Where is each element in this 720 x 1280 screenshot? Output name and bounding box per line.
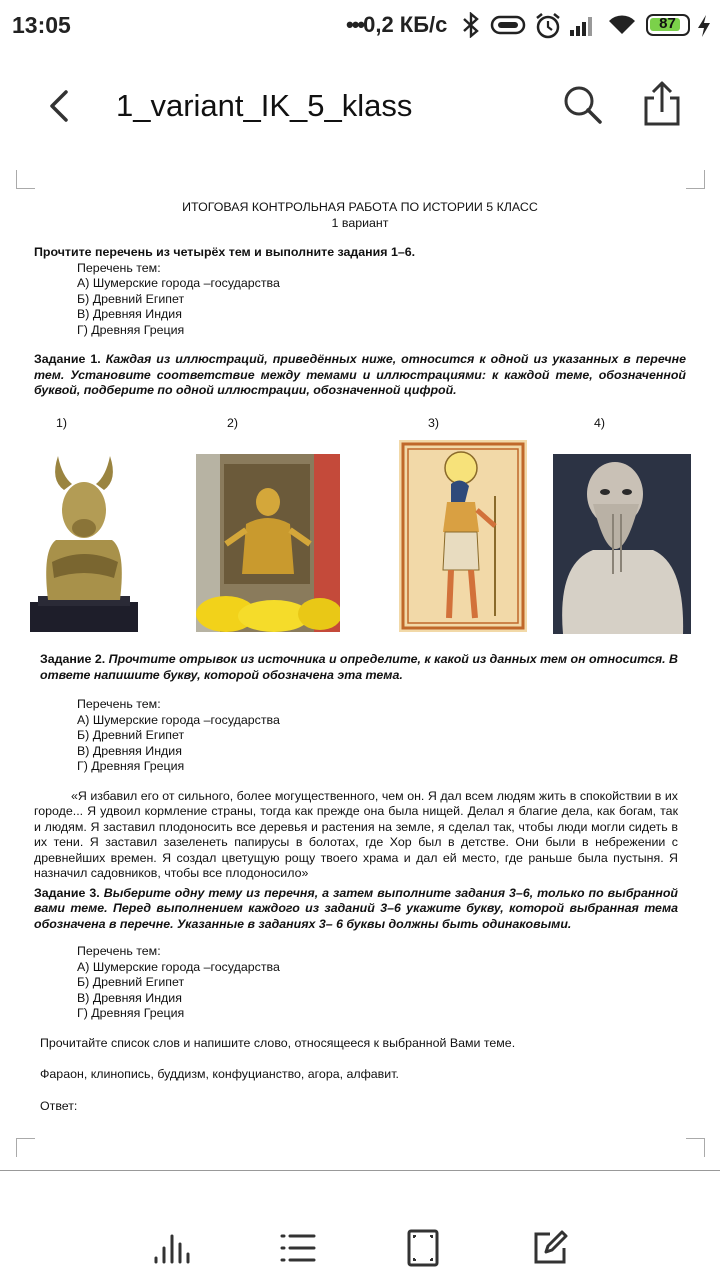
task2 bbox=[40, 652, 678, 683]
topic-item: В) Древняя Индия bbox=[77, 990, 182, 1005]
task3 bbox=[34, 886, 678, 933]
task3-label: Задание 3. bbox=[34, 885, 100, 900]
back-button[interactable] bbox=[40, 86, 80, 126]
topic-item: Г) Древняя Греция bbox=[77, 759, 185, 773]
document-page[interactable] bbox=[0, 160, 720, 1160]
golden-buddha-image bbox=[196, 454, 340, 632]
source-quote: «Я избавил его от сильного, более могущественного, чем он. Я дал всем людям жить в спокойствии в их городе... Я удвоил кормление страны, тогда как прежде она была нищей. Делал я благие дела, как богам, так и людям. Я заставил плодоносить все деревья и растения на земле, я сделал так, чтобы люди могли сидеть в их тени. Я заставил зазеленеть папирусы в болотах, где Хор был в детстве. Они были в небрежении с древнейших времен. Я создал цветущую рощу твоего храма и дал ей место, где раньше была пустыня. Я назначил садовников, чтобы все плодоносило» bbox=[34, 788, 678, 880]
edit-button[interactable] bbox=[530, 1228, 570, 1268]
task3-text: Выберите одну тему из перечня, а затем выполните задания 3–6, только по выбранной вами теме. Перед выполнением каждого из заданий 3–6 укажите букву, которой выбранная тема обозначена в перечне. Указанные в заданиях 3– 6 буквы должны быть одинаковыми. bbox=[34, 885, 678, 931]
search-button[interactable] bbox=[560, 82, 604, 126]
status-bar bbox=[0, 0, 720, 52]
contents-list-button[interactable] bbox=[278, 1228, 318, 1268]
document-body-continued bbox=[34, 652, 678, 1114]
status-time: 13:05 bbox=[12, 12, 71, 38]
bottom-toolbar bbox=[0, 1190, 720, 1280]
doc-intro: Прочтите перечень из четырёх тем и выполните задания 1–6. bbox=[34, 245, 416, 259]
page-corner-mark bbox=[686, 1138, 705, 1157]
task2-text: Прочтите отрывок из источника и определите, к какой из данных тем он относится. В ответе напишите букву, которой обозначена эта тема. bbox=[40, 652, 678, 682]
bull-statue-image bbox=[28, 450, 140, 634]
read-words-instruction: Прочитайте список слов и напишите слово, относящееся к выбранной Вами теме. bbox=[40, 1035, 516, 1050]
page-corner-mark bbox=[16, 1138, 35, 1157]
topics-list bbox=[40, 944, 678, 1022]
doc-variant: 1 вариант bbox=[331, 215, 389, 230]
document-title: 1_variant_IK_5_klass bbox=[116, 88, 413, 123]
figure-number: 1) bbox=[56, 416, 68, 430]
topic-item: Г) Древняя Греция bbox=[77, 322, 185, 337]
topic-item: Г) Древняя Греция bbox=[77, 1006, 185, 1020]
topic-item: А) Шумерские города –государства bbox=[77, 276, 280, 290]
battery-icon bbox=[646, 14, 690, 36]
share-button[interactable] bbox=[640, 80, 684, 128]
vibrate-icon bbox=[490, 12, 526, 38]
task1-label: Задание 1. bbox=[34, 352, 101, 366]
words-list: Фараон, клинопись, буддизм, конфуцианство, агора, алфавит. bbox=[40, 1067, 399, 1081]
task1-text: Каждая из иллюстраций, приведённых ниже, относится к одной из указанных в перечне тем. Установите соответствие между темами и иллюстрациями: к каждой теме, обозначенной буквой, подберите по одной иллюстрации, обозначенной цифрой. bbox=[34, 352, 687, 397]
doc-heading: ИТОГОВАЯ КОНТРОЛЬНАЯ РАБОТА ПО ИСТОРИИ 5 КЛАСС bbox=[182, 200, 538, 214]
egyptian-ra-image bbox=[399, 440, 527, 632]
topic-item: Б) Древний Египет bbox=[77, 728, 185, 742]
document-body bbox=[34, 200, 686, 399]
page-divider bbox=[0, 1170, 720, 1171]
topic-item: А) Шумерские города –государства bbox=[77, 959, 280, 974]
topic-item: В) Древняя Индия bbox=[77, 307, 182, 321]
topics-label: Перечень тем: bbox=[77, 697, 161, 711]
topics-list bbox=[40, 697, 678, 775]
topics-label: Перечень тем: bbox=[77, 944, 161, 958]
topic-item: Б) Древний Египет bbox=[77, 975, 185, 989]
topic-item: В) Древняя Индия bbox=[77, 743, 182, 758]
app-bar bbox=[0, 60, 720, 150]
alarm-icon bbox=[534, 12, 562, 40]
charging-icon bbox=[696, 14, 712, 38]
fit-page-button[interactable] bbox=[403, 1228, 443, 1268]
task1 bbox=[34, 352, 686, 399]
task1-illustrations bbox=[0, 416, 720, 646]
bluetooth-icon bbox=[460, 12, 482, 38]
topic-item: Б) Древний Египет bbox=[77, 291, 185, 306]
figure-number: 4) bbox=[594, 416, 606, 430]
statistics-button[interactable] bbox=[152, 1228, 192, 1268]
figure-number: 2) bbox=[227, 416, 239, 430]
sumerian-statue-image bbox=[553, 454, 691, 634]
page-corner-mark bbox=[686, 170, 705, 189]
topic-item: А) Шумерские города –государства bbox=[77, 712, 280, 727]
page-corner-mark bbox=[16, 170, 35, 189]
network-speed: •••0,2 КБ/с bbox=[346, 12, 448, 37]
task2-label: Задание 2. bbox=[40, 652, 106, 666]
battery-level: 87 bbox=[659, 15, 676, 32]
signal-icon bbox=[568, 12, 598, 38]
topics-label: Перечень тем: bbox=[77, 260, 161, 275]
answer-label: Ответ: bbox=[40, 1098, 78, 1113]
topics-list bbox=[34, 261, 686, 339]
wifi-icon bbox=[606, 12, 638, 38]
figure-number: 3) bbox=[428, 416, 440, 430]
